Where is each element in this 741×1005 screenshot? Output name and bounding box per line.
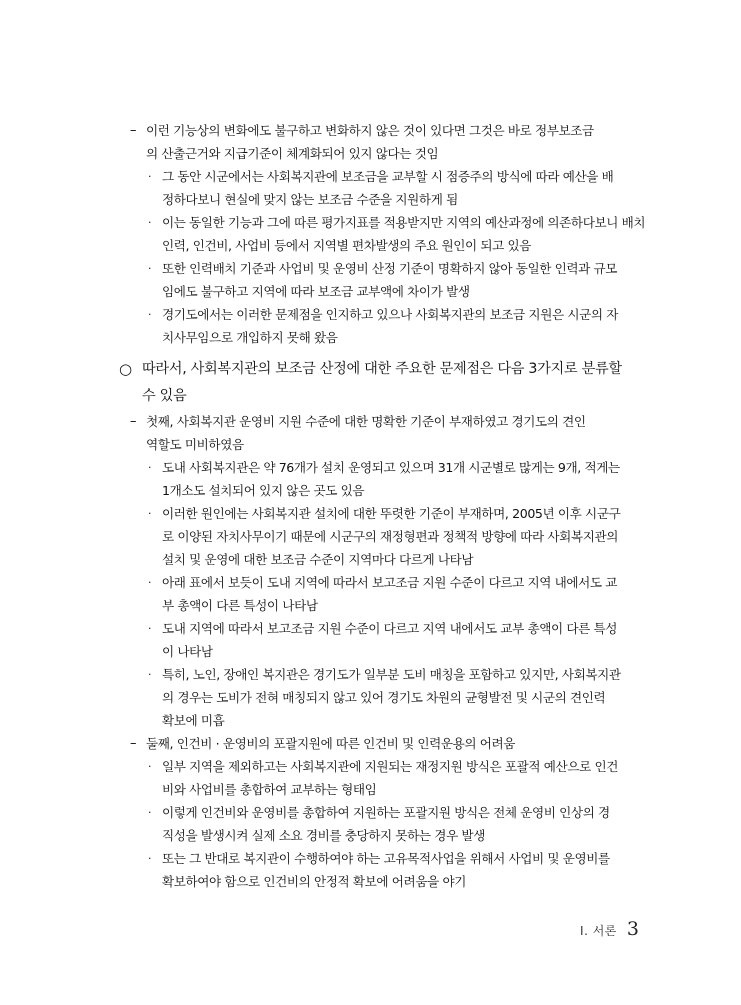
bullet-point (0, 502, 741, 571)
text-line: 이는 동일한 기능과 그에 따른 평가지표를 적용받지만 지역의 예산과정에 의존하다보니 배치 (162, 215, 646, 230)
dot-marker: · (148, 622, 152, 635)
paragraph-text (162, 165, 636, 211)
bullet-point (0, 456, 741, 502)
text-line: 일부 지역을 제외하고는 사회복지관에 지원되는 재정지원 방식은 포괄적 예산으로 인건 (162, 759, 618, 774)
text-line: 설치 및 운영에 대한 보조금 수준이 지역마다 다르게 나타남 (162, 552, 474, 567)
bullet-point (0, 847, 741, 893)
dot-marker: · (148, 216, 152, 229)
paragraph-text (162, 303, 636, 349)
paragraph-text (162, 571, 636, 617)
page-footer (580, 918, 639, 940)
text-line: 또는 그 반대로 복지관이 수행하여야 하는 고유목적사업을 위해서 사업비 및 운영비를 (162, 851, 610, 866)
text-line: 도내 지역에 따라서 보고조금 지원 수준이 다르고 지역 내에서도 교부 총액이 다른 특성 (162, 621, 618, 636)
bullet-point (0, 257, 741, 303)
bullet-point (0, 165, 741, 211)
dot-marker: · (148, 852, 152, 865)
text-line: 수 있음 (142, 388, 187, 404)
text-line: 임에도 불구하고 지역에 따라 보조금 교부액에 차이가 발생 (162, 284, 470, 299)
text-line: 또한 인력배치 기준과 사업비 및 운영비 산정 기준이 명확하지 않아 동일한 인력과 규모 (162, 261, 618, 276)
bullet-point (0, 663, 741, 732)
bullet-point (0, 211, 741, 257)
text-line: 로 이양된 자치사무이기 때문에 시군구의 재정형편과 정책적 방향에 따라 사회복지관의 (162, 529, 618, 544)
dot-marker: · (148, 461, 152, 474)
text-line: 둘째, 인건비 · 운영비의 포괄지원에 따른 인건비 및 인력운용의 어려움 (146, 736, 516, 751)
paragraph-text (162, 755, 636, 801)
text-line: 확보하여야 함으로 인건비의 안정적 확보에 어려움을 야기 (162, 874, 466, 889)
text-line: 부 총액이 다른 특성이 나타남 (162, 598, 318, 613)
dot-marker: · (148, 262, 152, 275)
dot-marker: · (148, 668, 152, 681)
dash-marker: – (130, 736, 137, 751)
text-line: 경기도에서는 이러한 문제점을 인지하고 있으나 사회복지관의 보조금 지원은 시군의 자 (162, 307, 618, 322)
text-line: 이러한 원인에는 사회복지관 설치에 대한 뚜렷한 기준이 부재하며, 2005년 이후 시군구 (162, 506, 621, 521)
text-line: 확보에 미흡 (162, 713, 225, 728)
bullet-point (0, 303, 741, 349)
text-line: 정하다보니 현실에 맞지 않는 보조금 수준을 지원하게 됨 (162, 192, 458, 207)
paragraph-text (162, 617, 636, 663)
bullet-point (0, 617, 741, 663)
paragraph-text (162, 257, 636, 303)
page-number: 3 (626, 918, 639, 940)
dash-marker: – (130, 123, 137, 138)
text-line: 아래 표에서 보듯이 도내 지역에 따라서 보고조금 지원 수준이 다르고 지역 내에서도 교 (162, 575, 618, 590)
circle-marker: ○ (119, 360, 132, 378)
text-line: 그 동안 시군에서는 사회복지관에 보조금을 교부할 시 점증주의 방식에 따라 예산을 배 (162, 169, 614, 184)
paragraph-text (162, 801, 636, 847)
bullet-point (0, 571, 741, 617)
text-line: 따라서, 사회복지관의 보조금 산정에 대한 주요한 문제점은 다음 3가지로 분류할 (142, 361, 622, 377)
text-line: 인력, 인건비, 사업비 등에서 지역별 편차발생의 주요 원인이 되고 있음 (162, 238, 532, 253)
text-line: 1개소도 설치되어 있지 않은 곳도 있음 (162, 483, 365, 498)
text-line: 직성을 발생시켜 실제 소요 경비를 충당하지 못하는 경우 발생 (162, 828, 485, 843)
text-line: 역할도 미비하였음 (146, 437, 244, 452)
document-body (0, 119, 741, 893)
sub-point (0, 732, 741, 755)
footer-section-label: Ⅰ. 서론 (580, 924, 617, 938)
dot-marker: · (148, 576, 152, 589)
text-line: 의 경우는 도비가 전혀 매칭되지 않고 있어 경기도 차원의 균형발전 및 시군의 견인력 (162, 690, 606, 705)
bullet-point (0, 755, 741, 801)
paragraph-text (142, 356, 636, 410)
dash-marker: – (130, 414, 137, 429)
text-line: 이런 기능상의 변화에도 불구하고 변화하지 않은 것이 있다면 그것은 바로 정부보조금 (146, 123, 594, 138)
bullet-point (0, 801, 741, 847)
text-line: 비와 사업비를 총합하여 교부하는 형태임 (162, 782, 377, 797)
sub-point (0, 410, 741, 456)
paragraph-text (162, 847, 636, 893)
paragraph-text (146, 119, 636, 165)
sub-point (0, 119, 741, 165)
text-line: 이 나타남 (162, 644, 213, 659)
main-point (0, 356, 741, 410)
dot-marker: · (148, 760, 152, 773)
text-line: 이렇게 인건비와 운영비를 총합하여 지원하는 포괄지원 방식은 전체 운영비 인상의 경 (162, 805, 610, 820)
text-line: 도내 사회복지관은 약 76개가 설치 운영되고 있으며 31개 시군별로 많게는 9개, 적게는 (162, 460, 620, 475)
text-line: 의 산출근거와 지급기준이 체계화되어 있지 않다는 것임 (146, 146, 439, 161)
text-line: 치사무임으로 개입하지 못해 왔음 (162, 330, 338, 345)
paragraph-text (146, 410, 636, 456)
paragraph-text (146, 732, 636, 755)
paragraph-text (162, 456, 636, 502)
paragraph-text (162, 211, 646, 257)
paragraph-text (162, 502, 636, 571)
dot-marker: · (148, 308, 152, 321)
dot-marker: · (148, 507, 152, 520)
text-line: 특히, 노인, 장애인 복지관은 경기도가 일부분 도비 매칭을 포함하고 있지만, 사회복지관 (162, 667, 621, 682)
paragraph-text (162, 663, 636, 732)
dot-marker: · (148, 170, 152, 183)
dot-marker: · (148, 806, 152, 819)
text-line: 첫째, 사회복지관 운영비 지원 수준에 대한 명확한 기준이 부재하였고 경기도의 견인 (146, 414, 586, 429)
